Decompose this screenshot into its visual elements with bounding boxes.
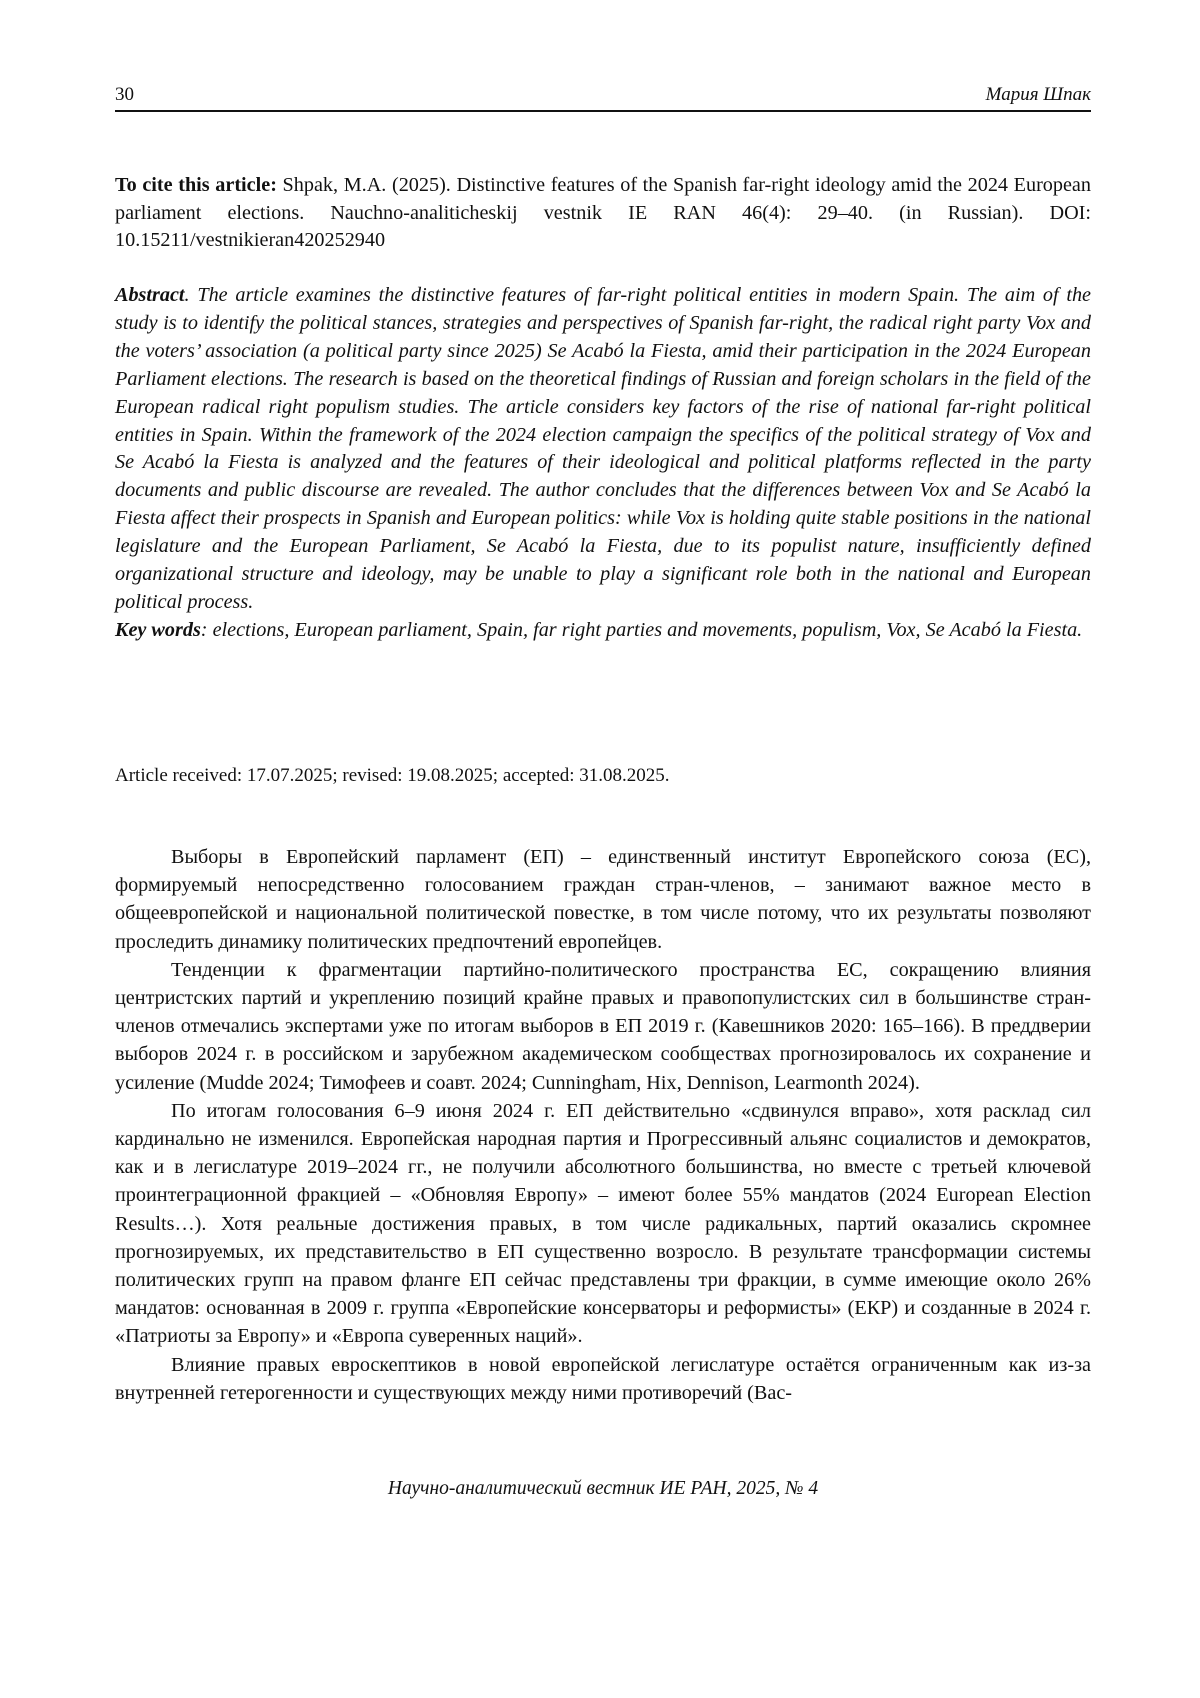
running-header [115,84,1091,112]
article-dates: Article received: 17.07.2025; revised: 19.08.2025; accepted: 31.08.2025. [115,765,670,786]
body-paragraph: Влияние правых евроскептиков в новой европейской легислатуре остаётся ограниченным как из-за внутренней гетерогенности и существующих между ними противоречий (Вас- [115,1353,1091,1404]
body-paragraph: По итогам голосования 6–9 июня 2024 г. ЕП действительно «сдвинулся вправо», хотя расклад сил кардинально не изменился. Европейская народная партия и Прогрессивный альянс социалистов и демократов, как и в легислатуре 2019–2024 гг., не получили абсолютного большинства, но вместе с третьей ключевой проинтеграционной фракцией – «Обновляя Европу» – имеют более 55% мандатов (2024 European Election Results…). Хотя реальные достижения правых, в том числе радикальных, партий оказались скромнее прогнозируемых, их представительство в ЕП существенно возросло. В результате трансформации системы политических групп на правом фланге ЕП сейчас представлены три фракции, в сумме имеющие около 26% мандатов: основанная в 2009 г. группа «Европейские консерваторы и реформисты» (ЕКР) и созданные в 2024 г. «Патриоты за Европу» и «Европа суверенных наций». [115,1099,1091,1348]
body-paragraph: Тенденции к фрагментации партийно-политического пространства ЕС, сокращению влияния центристских партий и укреплению позиций крайне правых и правопопулистских сил в большинстве стран-членов отмечались экспертами уже по итогам выборов в ЕП 2019 г. (Кавешников 2020: 165–166). В преддверии выборов 2024 г. в российском и зарубежном академическом сообществах прогнозировалось их сохранение и усиление (Mudde 2024; Тимофеев и соавт. 2024; Cunningham, Hix, Dennison, Learmonth 2024). [115,958,1091,1094]
page-number: 30 [115,84,134,105]
journal-footer: Научно-аналитический вестник ИЕ РАН, 2025, № 4 [387,1478,819,1499]
abstract-label: Abstract [115,284,185,306]
citation-block [115,172,1091,255]
keywords-paragraph [115,617,1091,645]
keywords-text: : elections, European parliament, Spain, far right parties and movements, populism, Vox, Se Acabó la Fiesta. [200,618,1083,641]
abstract-block [115,282,1091,645]
body-paragraph: Выборы в Европейский парламент (ЕП) – единственный институт Европейского союза (ЕС), формируемый непосредственно голосованием граждан стран-членов, – занимают важное место в общеевропейской и национальной политической повестке, в том числе потому, что их результаты позволяют проследить динамику политических предпочтений европейцев. [115,846,1091,953]
abstract-text: . The article examines the distinctive features of far-right political entities in modern Spain. The aim of the study is to identify the political stances, strategies and perspectives of Spanish far-right, the radical right party Vox and the voters’ association (a political party since 2025) Se Acabó la Fiesta, amid their participation in the 2024 European Parliament elections. The research is based on the theoretical findings of Russian and foreign scholars in the field of the European radical right populism studies. The article considers key factors of the rise of national far-right political entities in Spain. Within the framework of the 2024 election campaign the specifics of the political strategy of Vox and Se Acabó la Fiesta is analyzed and the features of their ideological and political platforms reflected in the party documents and public discourse are revealed. The author concludes that the differences between Vox and Se Acabó la Fiesta affect their prospects in Spanish and European politics: while Vox is holding quite stable positions in the national legislature and the European Parliament, Se Acabó la Fiesta, due to its populist nature, insufficiently defined organizational structure and ideology, may be unable to play a significant role both in the national and European political process. [115,284,1091,613]
abstract-paragraph [115,282,1091,617]
citation-label: To cite this article: [115,174,277,196]
citation-text: Shpak, M.A. (2025). Distinctive features of the Spanish far-right ideology amid the 2024 European parliament elections. Nauchno-analiticheskij vestnik IE RAN 46(4): 29–40. (in Russian). DOI: 10.15211/vestnikieran420252940 [115,174,1091,252]
running-author: Мария Шпак [985,84,1091,105]
article-body [115,843,1091,1407]
keywords-label: Key words [115,618,201,641]
